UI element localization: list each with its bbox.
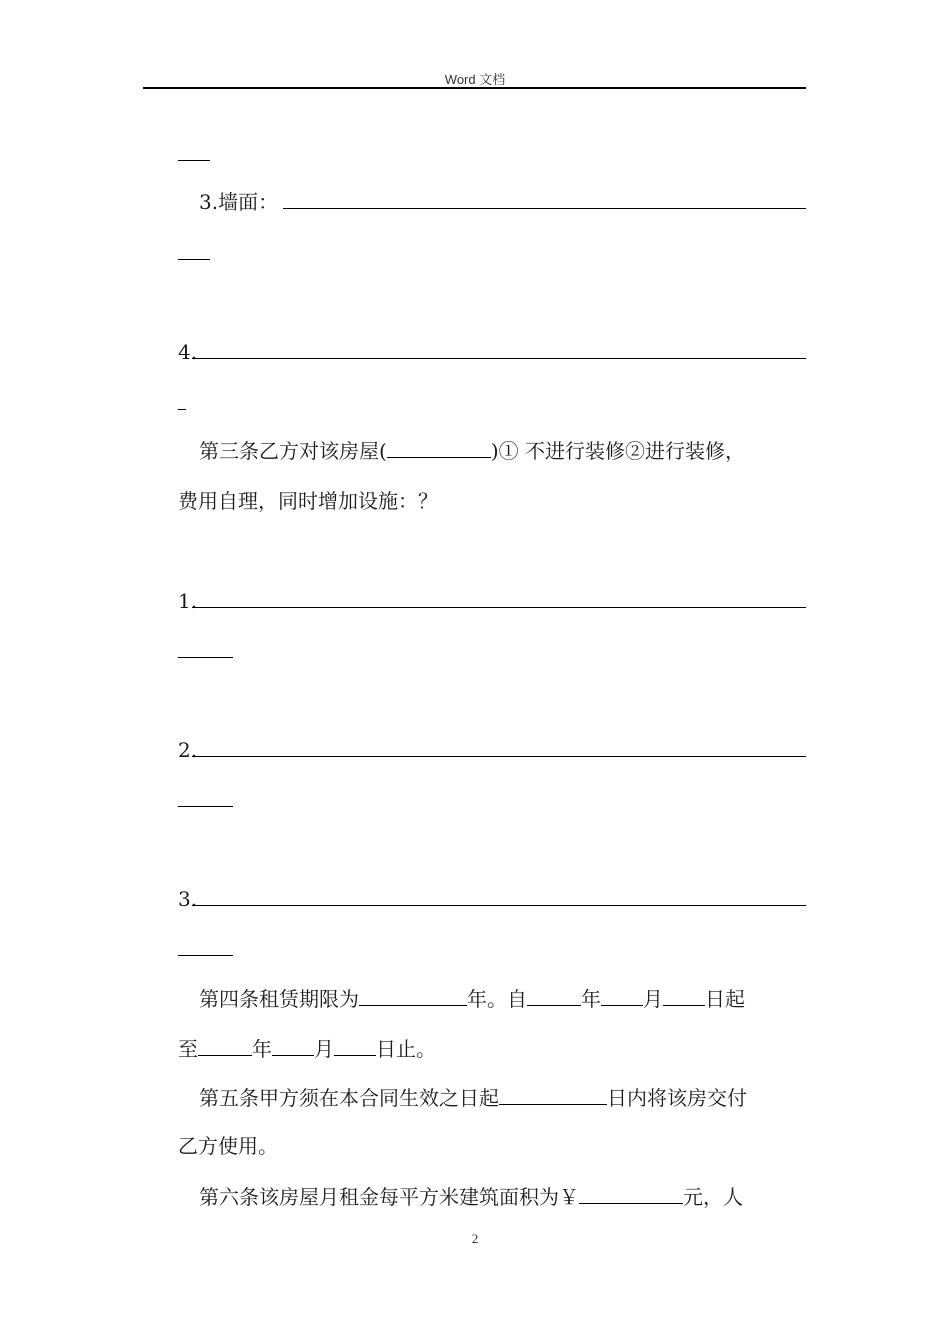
article4-e: 日起: [705, 987, 745, 1011]
article4-blank-years: [359, 985, 467, 1006]
continuation-blank-1: [178, 160, 210, 161]
item1-line: [178, 588, 197, 614]
article5-line1: [199, 1084, 747, 1110]
page-number: 2: [471, 1231, 479, 1246]
article3-part1: 第三条乙方对该房屋(: [199, 439, 387, 463]
article4-blank-start-day: [663, 985, 705, 1006]
article4-i: 日止。: [376, 1037, 436, 1061]
item4-label: 4.: [178, 340, 198, 364]
article5-line2: 乙方使用。: [178, 1134, 278, 1158]
article4-d: 月: [643, 987, 663, 1011]
article4-h: 月: [314, 1037, 334, 1061]
article3-line1: [199, 437, 745, 463]
wall-blank: [283, 208, 806, 209]
item2-blank-cont: [178, 806, 233, 807]
item2-label: 2.: [178, 738, 198, 762]
header-rule: [143, 87, 806, 89]
article4-blank-end-day: [334, 1035, 376, 1056]
article4-line1: [199, 985, 745, 1011]
article6-line1: [199, 1183, 743, 1209]
article6-b: 元，人: [683, 1185, 743, 1209]
item4-line: [178, 339, 197, 365]
item1-label: 1.: [178, 589, 198, 613]
article5-blank-days: [499, 1084, 607, 1105]
article4-g: 年: [252, 1037, 272, 1061]
article4-c: 年: [581, 987, 601, 1011]
item4-blank: [192, 358, 806, 359]
wall-line: [199, 189, 278, 215]
item3-blank: [192, 905, 806, 906]
article5-a: 第五条甲方须在本合同生效之日起: [199, 1086, 499, 1110]
article4-blank-start-month: [601, 985, 643, 1006]
article6-blank-rent: [579, 1183, 683, 1204]
article4-blank-end-month: [272, 1035, 314, 1056]
page-header-title: Word 文档: [444, 72, 506, 87]
article4-blank-start-year: [527, 985, 581, 1006]
article4-blank-end-year: [198, 1035, 252, 1056]
item3-label: 3.: [178, 887, 198, 911]
wall-label: 3.墙面：: [199, 190, 279, 214]
article5-b: 日内将该房交付: [607, 1086, 747, 1110]
article6-a: 第六条该房屋月租金每平方米建筑面积为￥: [199, 1185, 579, 1209]
article3-line2: 费用自理，同时增加设施：？: [178, 489, 438, 513]
item1-blank-cont: [178, 657, 233, 658]
article4-b: 年。自: [467, 987, 527, 1011]
item3-blank-cont: [178, 955, 233, 956]
item3-line: [178, 886, 197, 912]
article3-part2: )① 不进行装修②进行装修，: [490, 439, 745, 463]
item1-blank: [192, 607, 806, 608]
article4-a: 第四条租赁期限为: [199, 987, 359, 1011]
article4-f: 至: [178, 1037, 198, 1061]
item4-blank-cont: [178, 409, 186, 410]
wall-blank-cont: [178, 259, 210, 260]
article4-line2: [178, 1035, 436, 1061]
item2-line: [178, 737, 197, 763]
article3-blank: [387, 437, 491, 458]
item2-blank: [192, 756, 806, 757]
